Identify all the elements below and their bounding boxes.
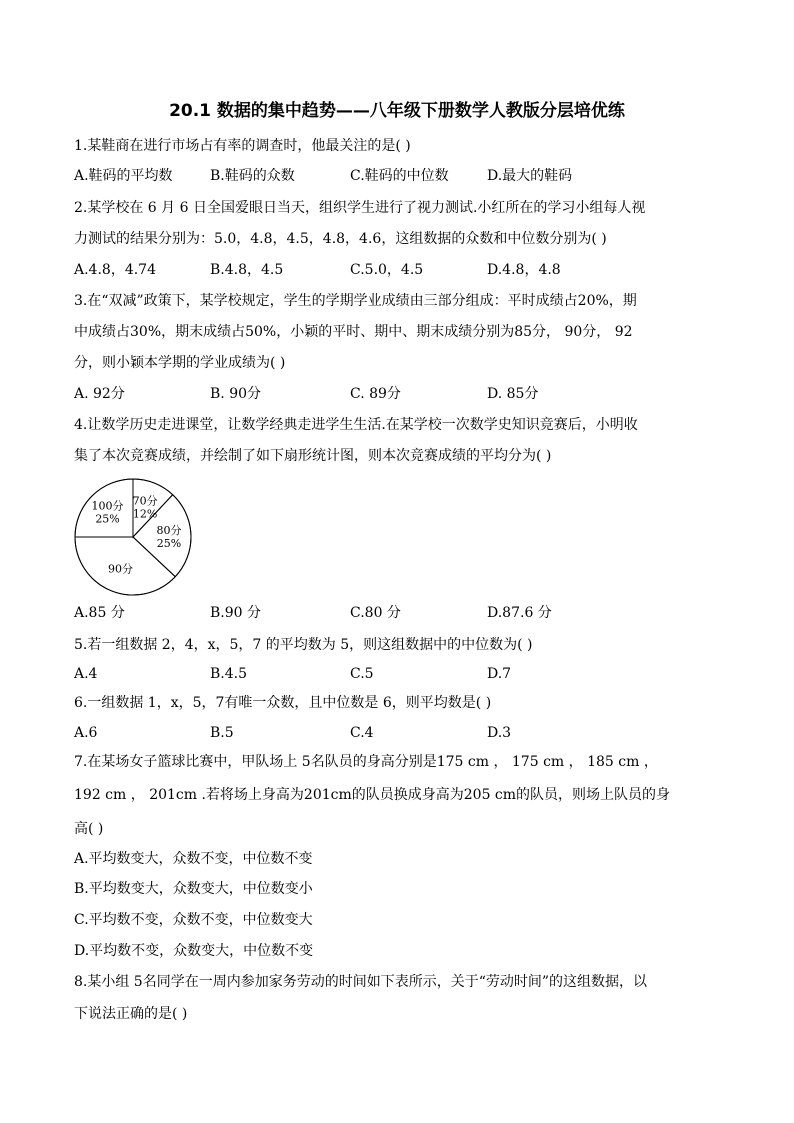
q6-option-c: C.4	[350, 725, 374, 741]
q3-line-1: 3.在“双减”政策下，某学校规定，学生的学期学业成绩由三部分组成：平时成绩占20%，期	[74, 293, 637, 309]
q7-line-3: 高( )	[74, 821, 104, 837]
q1-option-d: D.最大的鞋码	[487, 168, 573, 184]
q7-line-1: 7.在某场女子篮球比赛中，甲队场上 5名队员的身高分别是175 cm ， 175 cm ， 185 cm ，	[74, 754, 658, 770]
q3-option-b: B. 90分	[210, 386, 262, 402]
q2-option-c: C.5.0，4.5	[350, 262, 424, 278]
q3-option-a: A. 92分	[74, 386, 125, 402]
q3-option-c: C. 89分	[350, 386, 401, 402]
page-title: 20.1 数据的集中趋势——八年级下册数学人教版分层培优练	[169, 101, 625, 121]
q2-option-b: B.4.8，4.5	[210, 262, 284, 278]
q2-option-d: D.4.8，4.8	[487, 262, 561, 278]
q4-option-c: C.80 分	[350, 605, 401, 621]
q4-option-b: B.90 分	[210, 605, 262, 621]
q7-option-d: D.平均数不变，众数变大，中位数不变	[74, 943, 314, 959]
q5-option-b: B.4.5	[210, 666, 248, 682]
q4-line-1: 4.让数学历史走进课堂，让数学经典走进学生生活.在某学校一次数学史知识竞赛后，小明收	[74, 417, 638, 433]
pie-slice-label: 70分	[132, 494, 158, 508]
pie-slice-percent: 12%	[132, 507, 158, 521]
pie-slice-percent: 25%	[95, 512, 120, 526]
q4-option-a: A.85 分	[74, 605, 125, 621]
q6-option-b: B.5	[210, 725, 234, 741]
pie-slice-label: 80分	[156, 523, 182, 537]
q5-option-a: A.4	[74, 666, 98, 682]
q2-option-a: A.4.8，4.74	[74, 262, 156, 278]
q8-line-2: 下说法正确的是( )	[74, 1006, 188, 1022]
q3-option-d: D. 85分	[487, 386, 539, 402]
q7-line-2: 192 cm ， 201cm .若将场上身高为201cm的队员换成身高为205 cm的队员，则场上队员的身	[74, 787, 671, 803]
q7-option-b: B.平均数变大，众数变大，中位数变小	[74, 881, 313, 897]
pie-slice-label: 100分	[91, 499, 124, 513]
q1-option-c: C.鞋码的中位数	[350, 168, 449, 184]
pie-chart	[72, 476, 194, 598]
q3-line-3: 分，则小颖本学期的学业成绩为( )	[74, 355, 286, 371]
pie-slice-percent: 25%	[156, 536, 182, 550]
q5-option-c: C.5	[350, 666, 374, 682]
q5-option-d: D.7	[487, 666, 512, 682]
q4-option-d: D.87.6 分	[487, 605, 552, 621]
pie-chart-svg	[72, 476, 194, 598]
q5-line-1: 5.若一组数据 2，4，x，5，7 的平均数为 5，则这组数据中的中位数为( )	[74, 637, 533, 653]
q1-line-1: 1.某鞋商在进行市场占有率的调查时，他最关注的是( )	[74, 138, 411, 154]
q4-line-2: 集了本次竞赛成绩，并绘制了如下扇形统计图，则本次竞赛成绩的平均分为( )	[74, 448, 552, 464]
q1-option-a: A.鞋码的平均数	[74, 168, 173, 184]
q1-option-b: B.鞋码的众数	[210, 168, 295, 184]
q6-line-1: 6.一组数据 1，x，5，7有唯一众数，且中位数是 6，则平均数是( )	[74, 695, 492, 711]
q3-line-2: 中成绩占30%，期末成绩占50%，小颖的平时、期中、期末成绩分别为85分， 90分， 92	[74, 324, 633, 340]
q7-option-c: C.平均数不变，众数不变，中位数变大	[74, 912, 313, 928]
q2-line-1: 2.某学校在 6 月 6 日全国爱眼日当天，组织学生进行了视力测试.小红所在的学习小组每人视	[74, 200, 646, 216]
q2-line-2: 力测试的结果分别为：5.0，4.8，4.5，4.8，4.6，这组数据的众数和中位数分别为( )	[74, 231, 607, 247]
q6-option-d: D.3	[487, 725, 512, 741]
pie-slice-label: 90分	[107, 562, 133, 576]
q7-option-a: A.平均数变大，众数不变，中位数不变	[74, 851, 313, 867]
q8-line-1: 8.某小组 5名同学在一周内参加家务劳动的时间如下表所示，关于“劳动时间”的这组数据，以	[74, 974, 648, 990]
q6-option-a: A.6	[74, 725, 98, 741]
